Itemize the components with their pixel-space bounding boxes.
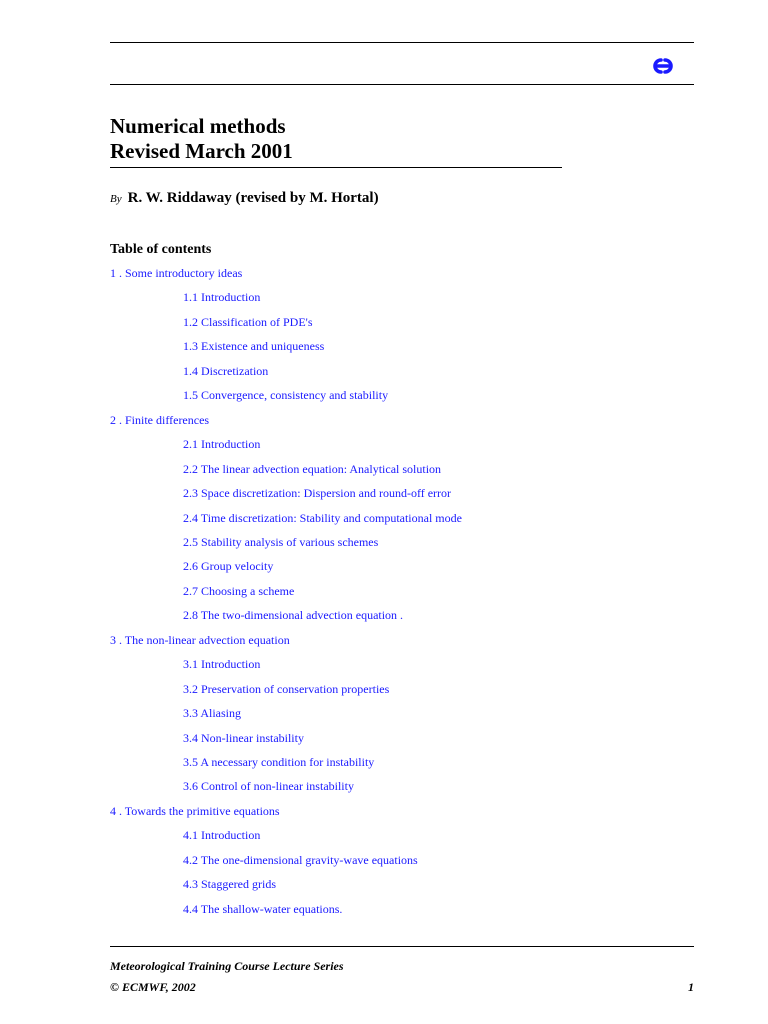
toc-section-link[interactable]: 4.4 The shallow-water equations. bbox=[183, 902, 343, 916]
top-rule bbox=[110, 42, 694, 43]
toc-section-link[interactable]: 2.4 Time discretization: Stability and computational mode bbox=[183, 511, 462, 525]
footer-rule bbox=[110, 946, 694, 947]
toc-section-link[interactable]: 2.3 Space discretization: Dispersion and round-off error bbox=[183, 486, 452, 500]
toc-section-link[interactable]: 1.3 Existence and uniqueness bbox=[183, 339, 325, 353]
toc-section-link[interactable]: 3.2 Preservation of conservation properties bbox=[183, 682, 390, 696]
toc-section-link[interactable]: 1.2 Classification of PDE's bbox=[183, 315, 313, 329]
toc-section-link[interactable]: 2.7 Choosing a scheme bbox=[183, 584, 295, 598]
toc-section-link[interactable]: 2.8 The two-dimensional advection equation . bbox=[183, 608, 404, 622]
ecmwf-logo-icon bbox=[647, 55, 679, 77]
toc-chapter-link[interactable]: 2 . Finite differences bbox=[110, 413, 210, 427]
header-rule bbox=[110, 84, 694, 85]
title-line-1: Numerical methods bbox=[110, 114, 286, 138]
page-number: 1 bbox=[688, 980, 694, 994]
toc-section-link[interactable]: 3.3 Aliasing bbox=[183, 706, 242, 720]
toc-section-link[interactable]: 1.4 Discretization bbox=[183, 364, 269, 378]
toc-chapter-link[interactable]: 3 . The non-linear advection equation bbox=[110, 633, 290, 647]
toc-chapter-link[interactable]: 4 . Towards the primitive equations bbox=[110, 804, 280, 818]
byline bbox=[110, 189, 379, 208]
toc-section-link[interactable]: 4.1 Introduction bbox=[183, 828, 261, 842]
toc-section-link[interactable]: 4.2 The one-dimensional gravity-wave equations bbox=[183, 853, 418, 867]
toc-section-link[interactable]: 2.6 Group velocity bbox=[183, 559, 274, 573]
footer-copyright: © ECMWF, 2002 bbox=[110, 980, 196, 994]
title-line-2: Revised March 2001 bbox=[110, 139, 293, 163]
toc-section-link[interactable]: 2.5 Stability analysis of various schemes bbox=[183, 535, 379, 549]
toc-section-link[interactable]: 1.5 Convergence, consistency and stability bbox=[183, 388, 389, 402]
toc-section-link[interactable]: 2.1 Introduction bbox=[183, 437, 261, 451]
toc-section-link[interactable]: 4.3 Staggered grids bbox=[183, 877, 276, 891]
toc-heading: Table of contents bbox=[110, 242, 212, 257]
toc-section-link[interactable]: 1.1 Introduction bbox=[183, 290, 261, 304]
author-name: R. W. Riddaway (revised by M. Hortal) bbox=[127, 190, 379, 206]
toc-section-link[interactable]: 3.4 Non-linear instability bbox=[183, 731, 304, 745]
toc-chapter-link[interactable]: 1 . Some introductory ideas bbox=[110, 266, 243, 280]
title-rule bbox=[110, 167, 562, 168]
by-label: By bbox=[110, 193, 122, 205]
toc-section-link[interactable]: 3.5 A necessary condition for instability bbox=[183, 755, 375, 769]
toc-section-link[interactable]: 3.1 Introduction bbox=[183, 657, 261, 671]
toc-section-link[interactable]: 3.6 Control of non-linear instability bbox=[183, 779, 354, 793]
footer-series-title: Meteorological Training Course Lecture Series bbox=[110, 959, 344, 973]
toc-section-link[interactable]: 2.2 The linear advection equation: Analytical solution bbox=[183, 462, 442, 476]
page-title bbox=[110, 114, 293, 164]
